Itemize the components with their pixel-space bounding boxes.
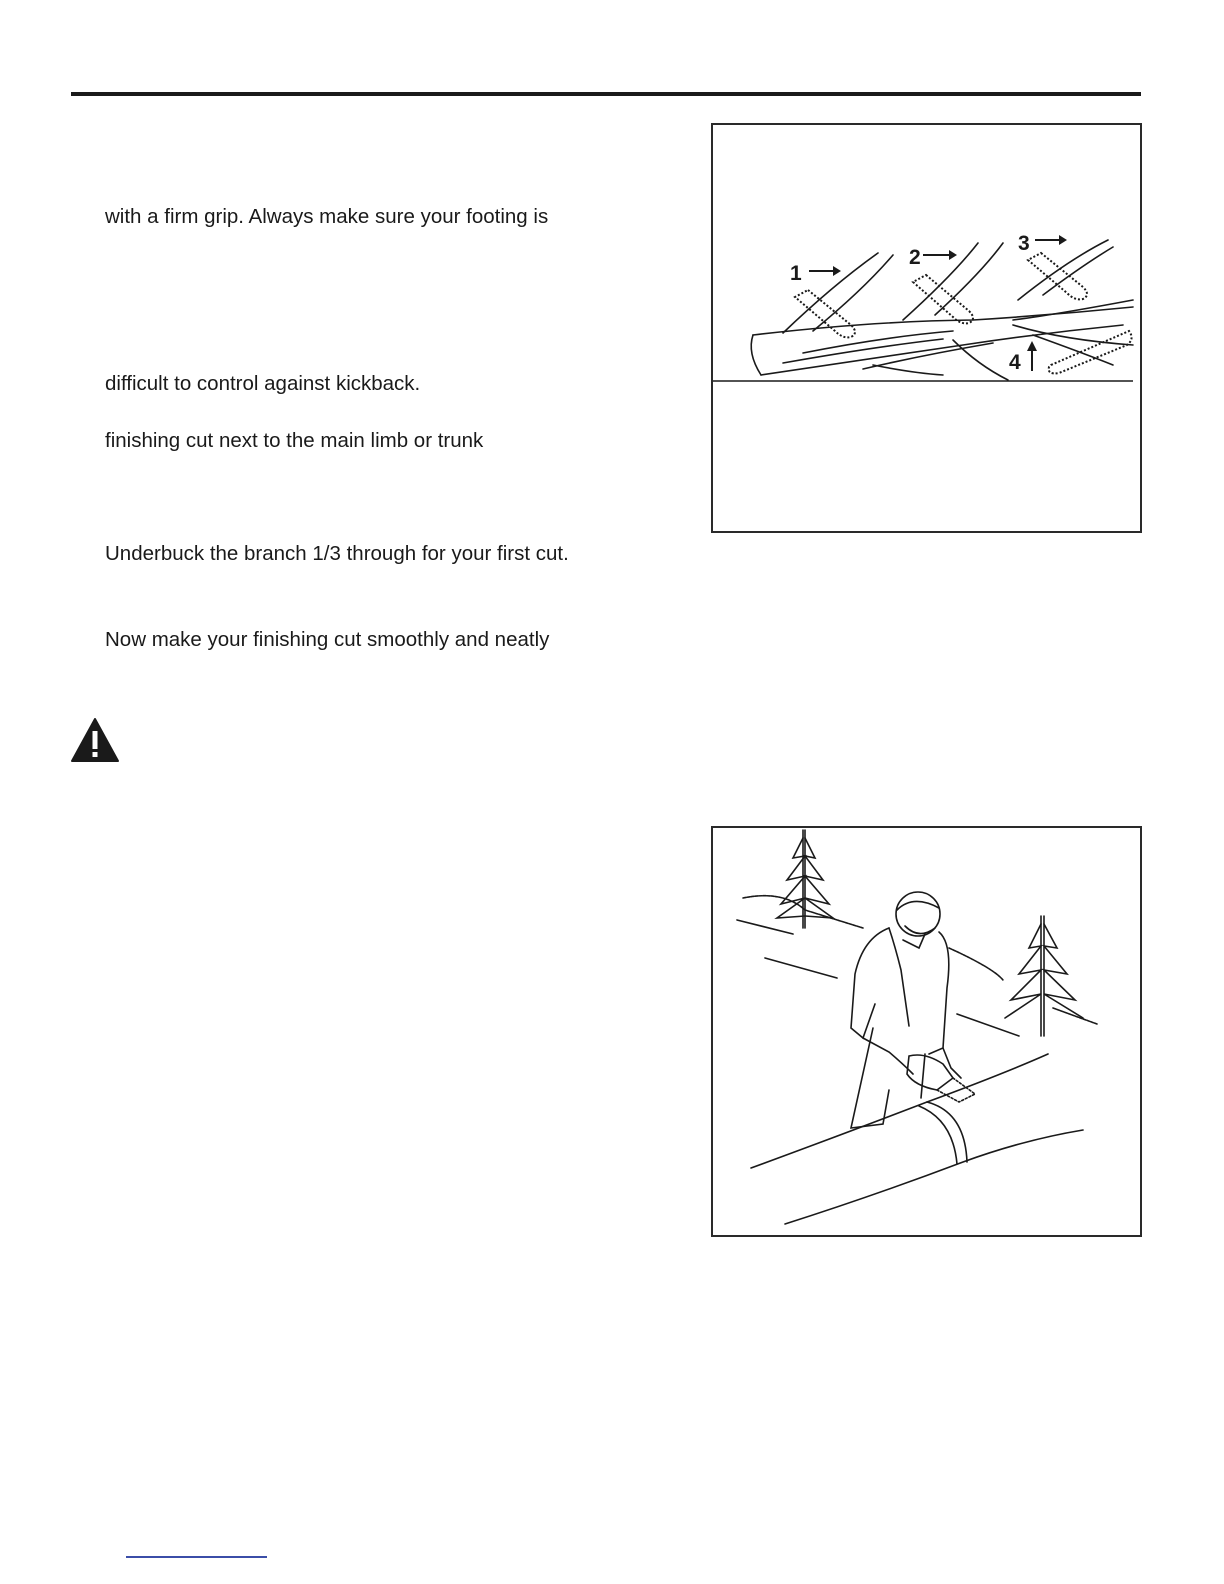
limb-cutting-illustration [713, 125, 1140, 531]
text-line-kickback: difficult to control against kickback. [105, 372, 421, 395]
bucking-log-figure [711, 826, 1142, 1237]
text-line-firm-grip: with a firm grip. Always make sure your footing is [105, 205, 549, 228]
cut-label-2: 2 [909, 246, 921, 269]
cut-label-1: 1 [790, 262, 802, 285]
text-line-finishing-smoothly: Now make your finishing cut smoothly and neatly [105, 628, 550, 651]
text-line-finishing-cut: finishing cut next to the main limb or trunk [105, 429, 484, 452]
warning-triangle-icon [70, 717, 120, 763]
bucking-log-illustration [713, 828, 1140, 1235]
limb-cutting-figure [711, 123, 1142, 533]
header-rule [71, 92, 1141, 96]
cut-label-4: 4 [1009, 351, 1021, 374]
cut-label-3: 3 [1018, 232, 1030, 255]
text-line-underbuck: Underbuck the branch 1/3 through for your first cut. [105, 542, 569, 565]
footer-link-underline [126, 1556, 267, 1558]
